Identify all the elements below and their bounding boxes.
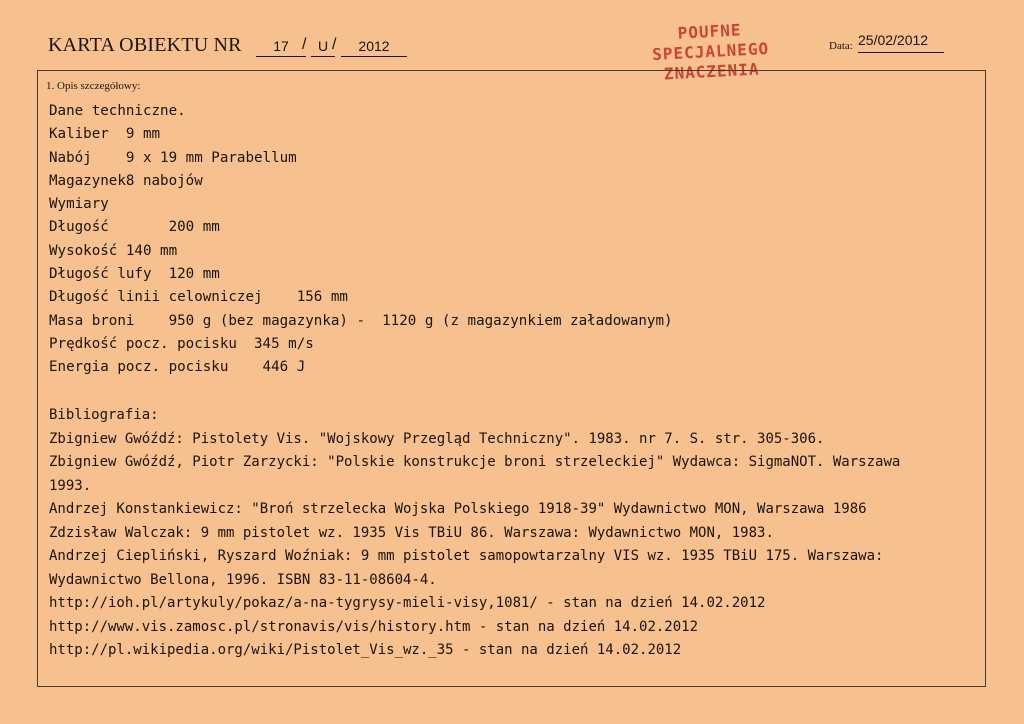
technical-details: [49, 100, 979, 380]
stamp-line-2: SPECJALNEGO: [651, 38, 770, 65]
object-year-field: 2012: [341, 36, 407, 57]
date-label: Data:: [829, 40, 853, 52]
detail-line: Długość lufy 120 mm: [49, 266, 220, 283]
card-title: KARTA OBIEKTU NR: [48, 34, 242, 56]
separator-slash: /: [332, 36, 337, 53]
bibliography-link[interactable]: http://ioh.pl/artykuly/pokaz/a-na-tygrysy-mieli-visy,1081/ - stan na dzień 14.02.2012: [49, 595, 766, 611]
bibliography-title: Bibliografia:: [49, 407, 159, 423]
detail-line: Wysokość 140 mm: [49, 242, 178, 259]
bibliography-line: Zbigniew Gwóźdź: Pistolety Vis. "Wojskowy Przegląd Techniczny". 1983. nr 7. S. str. 305-306.: [49, 430, 825, 447]
detail-line: Energia pocz. pocisku 446 J: [49, 359, 306, 376]
detail-line: Kaliber 9 mm: [49, 126, 161, 143]
object-number-field: 17: [256, 36, 306, 57]
bibliography-line: Zdzisław Walczak: 9 mm pistolet wz. 1935 Vis TBiU 86. Warszawa: Wydawnictwo MON, 1983.: [49, 524, 774, 541]
bibliography-line: Wydawnictwo Bellona, 1996. ISBN 83-11-08604-4.: [49, 571, 437, 588]
object-category-field: U: [311, 36, 335, 57]
bibliography-link[interactable]: http://pl.wikipedia.org/wiki/Pistolet_Vis_wz._35 - stan na dzień 14.02.2012: [49, 642, 682, 658]
bibliography-line: 1993.: [49, 477, 92, 494]
bibliography-line: Andrzej Ciepliński, Ryszard Woźniak: 9 mm pistolet samopowtarzalny VIS wz. 1935 TBiU 175. Warszawa:: [49, 548, 884, 564]
stamp-line-3: ZNACZENIA: [663, 59, 760, 84]
detail-line: Długość 200 mm: [49, 219, 220, 236]
detail-line: Wymiary: [49, 196, 109, 213]
stamp-line-1: POUFNE: [677, 20, 742, 43]
detail-line: Nabój 9 x 19 mm Parabellum: [49, 149, 297, 166]
detail-line: Prędkość pocz. pocisku 345 m/s: [49, 335, 314, 352]
date-value: 25/02/2012: [858, 32, 944, 53]
bibliography: [49, 404, 974, 663]
separator-slash: /: [302, 36, 307, 53]
bibliography-line: Zbigniew Gwóźdź, Piotr Zarzycki: "Polskie konstrukcje broni strzeleckiej" Wydawca: SigmaNOT. Warszawa: [49, 454, 901, 470]
bibliography-line: Andrzej Konstankiewicz: "Broń strzelecka Wojska Polskiego 1918-39" Wydawnictwo MON, Warszawa 1986: [49, 501, 867, 517]
section-label: 1. Opis szczegółowy:: [46, 80, 141, 92]
bibliography-link[interactable]: http://www.vis.zamosc.pl/stronavis/vis/history.htm - stan na dzień 14.02.2012: [49, 618, 699, 635]
detail-line: Masa broni 950 g (bez magazynka) - 1120 g (z magazynkiem załadowanym): [49, 312, 673, 329]
detail-line: Dane techniczne.: [49, 103, 186, 119]
detail-line: Długość linii celowniczej 156 mm: [49, 289, 348, 306]
detail-line: Magazynek8 nabojów: [49, 172, 203, 189]
